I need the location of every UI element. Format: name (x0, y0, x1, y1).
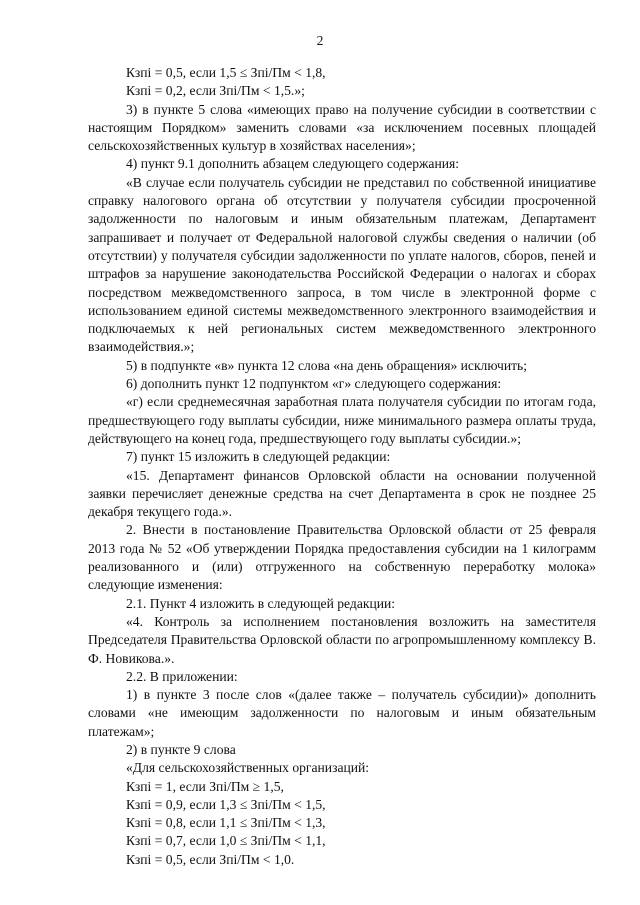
section-2: 2. Внести в постановление Правительства Орловской области от 25 февраля 2013 года № 52 «Об утверждении Порядка предоставления субсидии на 1 килограмм реализованного и (или) отгруженного на собственную переработку молока» следующие изменения: (88, 522, 596, 593)
document-body (88, 64, 596, 869)
section-2-2: 2.2. В приложении: (126, 668, 238, 684)
formula-line: Кзпi = 0,8, если 1,1 ≤ Зпi/Пм < 1,3, (126, 815, 326, 831)
paragraph-item-5: 5) в подпункте «в» пункта 12 слова «на день обращения» исключить; (126, 357, 528, 373)
quoted-paragraph: «В случае если получатель субсидии не представил по собственной инициативе справку налогового органа об отсутствии у получателя субсидии просроченной задолженности по налоговым и иным обязательным платежам, Департамент запрашивает и получает от Федеральной налоговой службы сведения о наличии (об отсутствии) у получателя субсидии задолженности по уплате налогов, сборов, пеней и штрафов за нарушение законодательства Российской Федерации о налогах и сборах посредством межведомственного запроса, в том числе в электронной форме с использованием единой системы межведомственного электронного взаимодействия и подключаемых к ней региональных систем межведомственного электронного взаимодействия.»; (88, 174, 596, 355)
section-2-2-item-2: 2) в пункте 9 слова (126, 741, 236, 757)
paragraph-item-6: 6) дополнить пункт 12 подпунктом «г» следующего содержания: (126, 376, 502, 392)
page-number: 2 (316, 33, 324, 48)
formula-line: Кзпi = 0,9, если 1,3 ≤ Зпi/Пм < 1,5, (126, 796, 326, 812)
quoted-paragraph: «15. Департамент финансов Орловской области на основании полученной заявки перечисляет денежные средства на счет Департамента в срок не позднее 25 декабря текущего года.». (88, 467, 596, 520)
formula-line: Кзпi = 0,7, если 1,0 ≤ Зпi/Пм < 1,1, (126, 833, 326, 849)
paragraph-item-7: 7) пункт 15 изложить в следующей редакции: (126, 449, 391, 465)
section-2-1: 2.1. Пункт 4 изложить в следующей редакции: (126, 595, 396, 611)
quoted-paragraph: «г) если среднемесячная заработная плата получателя субсидии по итогам года, предшествующего году выплаты субсидии, ниже минимального размера оплаты труда, действующего на конец года, предшествующего году выплаты субсидии.»; (88, 394, 596, 446)
formula-line: Кзпi = 1, если Зпi/Пм ≥ 1,5, (126, 778, 284, 794)
section-2-2-item-1: 1) в пункте 3 после слов «(далее также – получатель субсидии)» дополнить словами «не имеющим задолженности по налоговым и иным обязательным платежам»; (88, 687, 596, 739)
formula-line: Кзпi = 0,5, если Зпi/Пм < 1,0. (126, 851, 295, 867)
paragraph-item-3: 3) в пункте 5 слова «имеющих право на получение субсидии в соответствии с настоящим Порядком» заменить словами «за исключением посевных площадей сельскохозяйственных культур в хозяйствах населения»; (88, 101, 596, 154)
formula-line: Кзпi = 0,5, если 1,5 ≤ Зпi/Пм < 1,8, (126, 65, 326, 80)
quoted-paragraph: «Для сельскохозяйственных организаций: (126, 760, 370, 776)
paragraph-item-4: 4) пункт 9.1 дополнить абзацем следующего содержания: (126, 156, 460, 172)
formula-line: Кзпi = 0,2, если Зпi/Пм < 1,5.»; (126, 83, 305, 99)
quoted-paragraph: «4. Контроль за исполнением постановления возложить на заместителя Председателя Правительства Орловской области по агропромышленному комплексу В. Ф. Новикова.». (88, 613, 596, 666)
